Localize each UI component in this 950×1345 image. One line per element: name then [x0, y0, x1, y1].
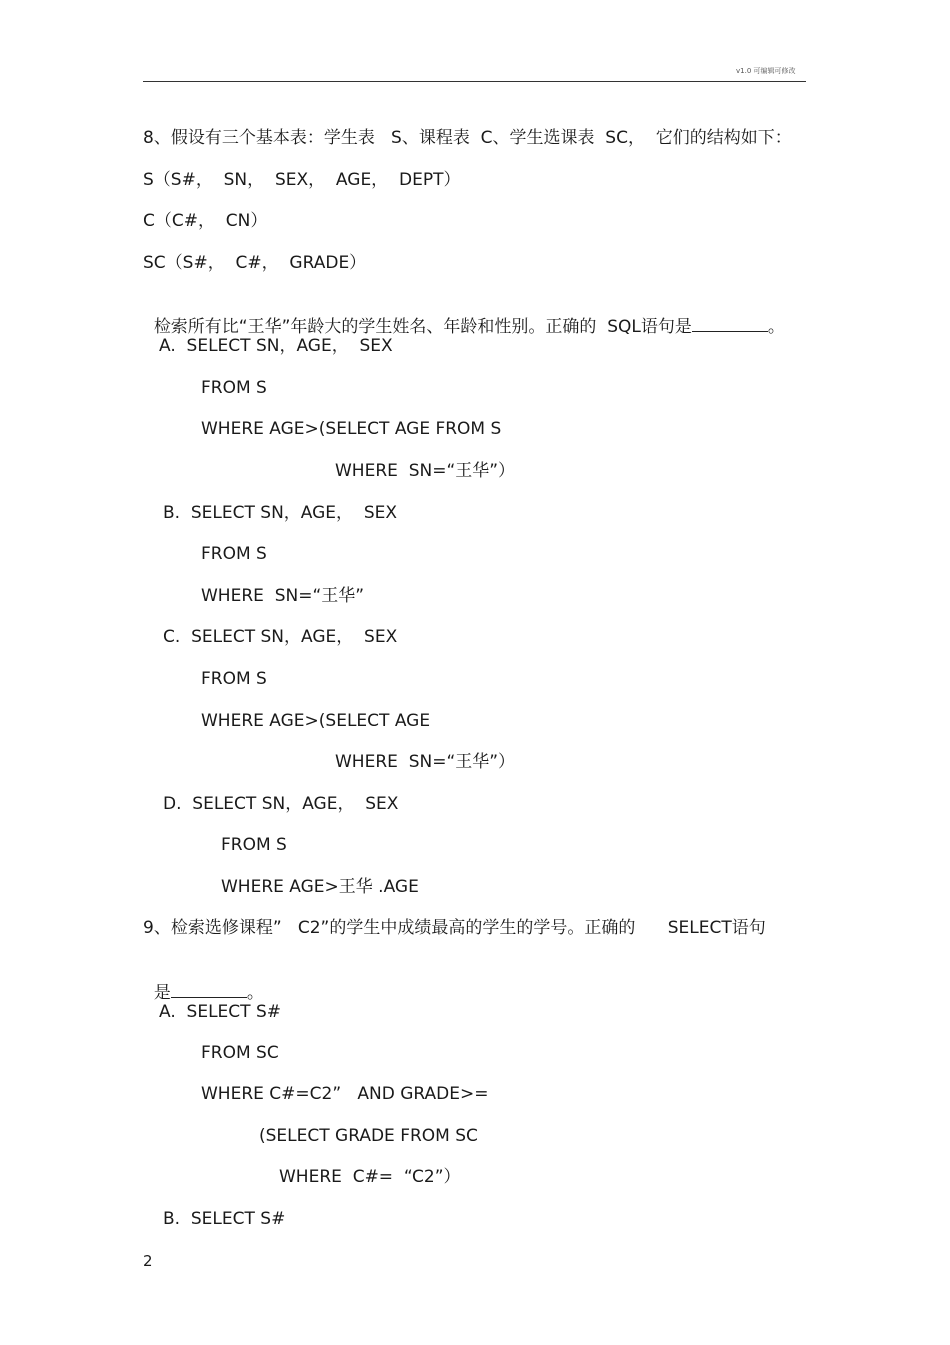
- q8-option-c-line1: C. SELECT SN，AGE， SEX: [163, 627, 398, 647]
- q8-schema-s: S（S#， SN， SEX， AGE， DEPT）: [143, 170, 461, 190]
- q9-option-a-line2: FROM SC: [201, 1043, 279, 1063]
- q8-option-b-line3: WHERE SN=“王华”: [201, 586, 365, 606]
- q8-schema-sc: SC（S#， C#， GRADE）: [143, 253, 367, 273]
- q8-option-a-line3: WHERE AGE>(SELECT AGE FROM S: [201, 419, 502, 439]
- q9-stem-text: 是: [153, 983, 171, 1003]
- q8-schema-c: C（C#， CN）: [143, 211, 268, 231]
- q9-option-a-line4: (SELECT GRADE FROM SC: [259, 1126, 478, 1146]
- page-number: 2: [143, 1252, 153, 1270]
- header-version-note: v1.0 可编辑可修改: [736, 67, 796, 75]
- q8-option-a-line4: WHERE SN=“王华”）: [335, 461, 516, 481]
- q9-stem-end: 。: [246, 983, 264, 1003]
- q9-option-a-line5: WHERE C#= “C2”）: [279, 1167, 461, 1187]
- q8-option-d-line1: D. SELECT SN，AGE， SEX: [163, 794, 399, 814]
- q8-stem: 8、假设有三个基本表：学生表 S、课程表 C、学生选课表 SC， 它们的结构如下：: [143, 128, 792, 148]
- q8-option-b-line2: FROM S: [201, 544, 267, 564]
- q9-option-a-line1: A. SELECT S#: [159, 1002, 281, 1022]
- q9-option-a-line3: WHERE C#=C2” AND GRADE>=: [201, 1084, 489, 1104]
- q9-stem-continued: [143, 959, 264, 1004]
- q8-option-b-line1: B. SELECT SN，AGE， SEX: [163, 503, 398, 523]
- q8-question-text: 检索所有比“王华”年龄大的学生姓名、年龄和性别。正确的 SQL语句是: [153, 317, 692, 337]
- q8-option-a-line2: FROM S: [201, 378, 267, 398]
- q8-option-d-line2: FROM S: [221, 835, 287, 855]
- q8-option-c-line4: WHERE SN=“王华”）: [335, 752, 516, 772]
- header-rule: [143, 81, 806, 82]
- q9-stem: 9、检索选修课程” C2”的学生中成绩最高的学生的学号。正确的 SELECT语句: [143, 918, 766, 938]
- q8-option-d-line3: WHERE AGE>王华 .AGE: [221, 877, 419, 897]
- q8-question-end: 。: [767, 317, 785, 337]
- q8-option-c-line2: FROM S: [201, 669, 267, 689]
- q8-option-c-line3: WHERE AGE>(SELECT AGE: [201, 711, 431, 731]
- q9-option-b-line1: B. SELECT S#: [163, 1209, 286, 1229]
- answer-blank: [171, 981, 247, 998]
- answer-blank: [692, 315, 768, 332]
- q8-question: [143, 293, 785, 338]
- q8-option-a-line1: A. SELECT SN，AGE， SEX: [159, 336, 393, 356]
